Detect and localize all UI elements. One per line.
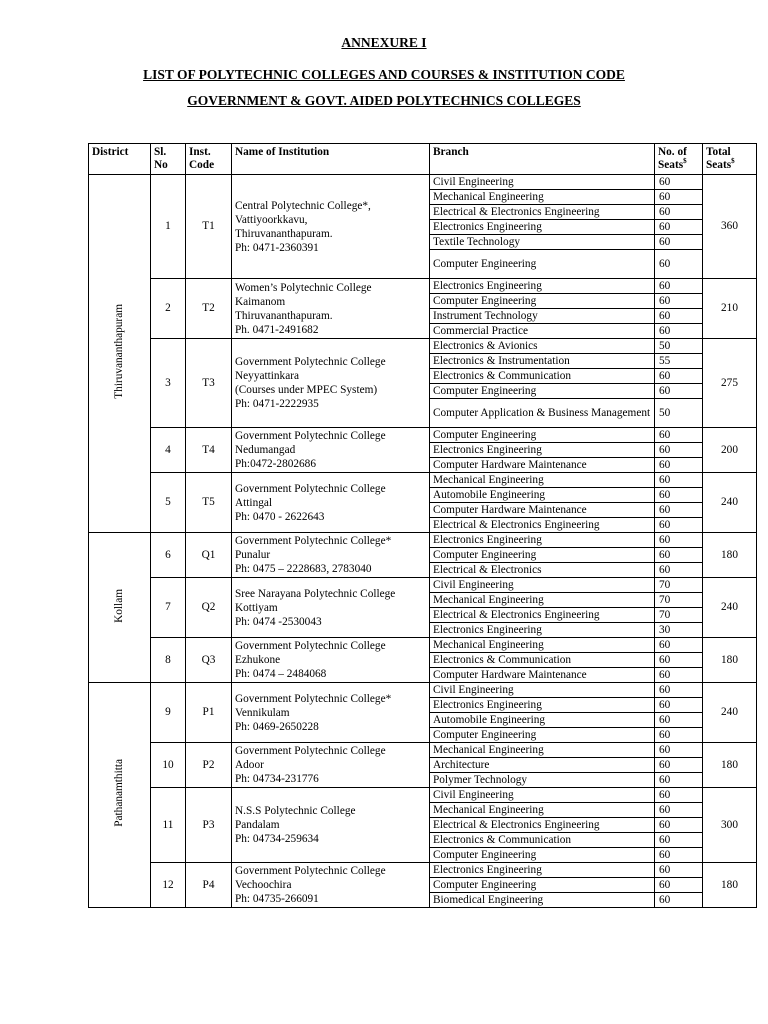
seats-cell: 60: [655, 638, 703, 653]
total-seats-cell: 360: [703, 175, 757, 279]
seats-cell: 60: [655, 563, 703, 578]
institution-name-line: Government Polytechnic College: [235, 482, 386, 495]
institution-name-cell: [232, 788, 430, 863]
seats-cell: 60: [655, 428, 703, 443]
branch-cell: Computer Engineering: [430, 728, 655, 743]
institution-name-line: Attingal: [235, 496, 273, 509]
district-name: Kollam: [113, 588, 125, 623]
institution-name-line: Sree Narayana Polytechnic College: [235, 587, 396, 600]
institution-name-line: Ph. 0471-2491682: [235, 323, 319, 336]
seats-cell: 60: [655, 728, 703, 743]
institution-name-line: Government Polytechnic College: [235, 745, 386, 757]
table-row: [89, 533, 757, 548]
total-seats-cell: 240: [703, 578, 757, 638]
institution-name-line: (Courses under MPEC System): [235, 384, 378, 396]
sl-no-cell: 1: [151, 175, 186, 279]
inst-code-cell: P2: [186, 743, 232, 788]
seats-cell: 60: [655, 384, 703, 399]
branch-cell: Mechanical Engineering: [430, 638, 655, 653]
branch-cell: Architecture: [430, 758, 655, 773]
branch-cell: Electronics & Communication: [430, 369, 655, 384]
institution-name-cell: [232, 175, 430, 279]
branch-cell: Electronics Engineering: [430, 443, 655, 458]
branch-cell: Civil Engineering: [430, 683, 655, 698]
branch-cell: Electronics Engineering: [430, 220, 655, 235]
institution-name-line: Ph:0472-2802686: [235, 458, 316, 470]
sl-no-cell: 4: [151, 428, 186, 473]
institution-name-cell: [232, 578, 430, 638]
branch-cell: Textile Technology: [430, 235, 655, 250]
branch-cell: Automobile Engineering: [430, 713, 655, 728]
institution-name-cell: [232, 638, 430, 683]
seats-cell: 60: [655, 833, 703, 848]
seats-cell: 60: [655, 294, 703, 309]
institution-name-line: Thiruvananthapuram.: [235, 309, 333, 322]
institution-name-line: Neyyattinkara: [235, 370, 299, 382]
sl-no-cell: 12: [151, 863, 186, 908]
inst-code-cell: T4: [186, 428, 232, 473]
institution-name-line: Government Polytechnic College: [235, 356, 386, 368]
table-row: [89, 279, 757, 294]
total-seats-cell: 180: [703, 638, 757, 683]
seats-cell: 50: [655, 399, 703, 428]
header-sl-no: Sl. No: [151, 144, 186, 175]
institution-name-line: Ph: 0469-2650228: [235, 720, 319, 733]
branch-cell: Instrument Technology: [430, 309, 655, 324]
header-seats: [655, 144, 703, 175]
seats-cell: 60: [655, 653, 703, 668]
branch-cell: Mechanical Engineering: [430, 593, 655, 608]
district-cell: [89, 175, 151, 533]
header-total-sup: $: [731, 157, 735, 166]
branch-cell: Mechanical Engineering: [430, 473, 655, 488]
institution-name-line: Punalur: [235, 549, 271, 561]
institution-name-line: Ph: 0470 - 2622643: [235, 510, 325, 523]
branch-cell: Electronics Engineering: [430, 863, 655, 878]
branch-cell: Electrical & Electronics Engineering: [430, 608, 655, 623]
seats-cell: 60: [655, 683, 703, 698]
inst-code-cell: T2: [186, 279, 232, 339]
branch-cell: Computer Engineering: [430, 384, 655, 399]
institution-name-line: Ph: 0471-2360391: [235, 241, 319, 254]
branch-cell: Polymer Technology: [430, 773, 655, 788]
institution-name-cell: [232, 683, 430, 743]
institution-name-line: Kaimanom: [235, 295, 286, 308]
branch-cell: Mechanical Engineering: [430, 743, 655, 758]
sl-no-cell: 2: [151, 279, 186, 339]
branch-cell: Computer Engineering: [430, 848, 655, 863]
table-row: [89, 788, 757, 803]
seats-cell: 30: [655, 623, 703, 638]
branch-cell: Electronics & Communication: [430, 653, 655, 668]
institution-name-line: Nedumangad: [235, 444, 296, 456]
institution-name-line: Vechoochira: [235, 879, 292, 891]
branch-cell: Computer Engineering: [430, 250, 655, 279]
institution-name-line: N.S.S Polytechnic College: [235, 805, 356, 817]
total-seats-cell: 240: [703, 473, 757, 533]
annexure-title: ANNEXURE I: [341, 35, 427, 50]
table-row: [89, 428, 757, 443]
branch-cell: Computer Engineering: [430, 878, 655, 893]
sl-no-cell: 10: [151, 743, 186, 788]
branch-cell: Computer Application & Business Management: [430, 399, 655, 428]
seats-cell: 60: [655, 443, 703, 458]
seats-cell: 60: [655, 458, 703, 473]
seats-cell: 60: [655, 235, 703, 250]
total-seats-cell: 240: [703, 683, 757, 743]
institution-name-cell: [232, 473, 430, 533]
seats-cell: 60: [655, 773, 703, 788]
total-seats-cell: 180: [703, 743, 757, 788]
branch-cell: Electronics Engineering: [430, 623, 655, 638]
institution-name-line: Women’s Polytechnic College: [235, 281, 372, 294]
seats-cell: 60: [655, 863, 703, 878]
table-row: [89, 863, 757, 878]
table-row: [89, 339, 757, 354]
branch-cell: Electrical & Electronics Engineering: [430, 518, 655, 533]
institution-name-line: Government Polytechnic College: [235, 430, 386, 442]
seats-cell: 60: [655, 848, 703, 863]
table-body: [89, 175, 757, 908]
seats-cell: 60: [655, 743, 703, 758]
institution-name-line: Ph: 0474 – 2484068: [235, 668, 327, 680]
seats-cell: 50: [655, 339, 703, 354]
inst-code-cell: T1: [186, 175, 232, 279]
branch-cell: Electronics & Avionics: [430, 339, 655, 354]
table-row: [89, 683, 757, 698]
header-inst-code: Inst. Code: [186, 144, 232, 175]
seats-cell: 60: [655, 698, 703, 713]
branch-cell: Mechanical Engineering: [430, 803, 655, 818]
institution-name-cell: [232, 533, 430, 578]
inst-code-cell: Q3: [186, 638, 232, 683]
district-cell: [89, 683, 151, 908]
institution-name-line: Ph: 0471-2222935: [235, 398, 319, 410]
institution-name-line: Kottiyam: [235, 601, 278, 614]
institution-name-line: Pandalam: [235, 819, 280, 831]
branch-cell: Automobile Engineering: [430, 488, 655, 503]
district-cell: [89, 533, 151, 683]
branch-cell: Electrical & Electronics Engineering: [430, 205, 655, 220]
institution-name-line: Government Polytechnic College: [235, 865, 386, 877]
header-name: Name of Institution: [232, 144, 430, 175]
institution-name-line: Ph: 0475 – 2228683, 2783040: [235, 563, 372, 575]
header-total-label: Total Seats: [706, 146, 732, 171]
seats-cell: 60: [655, 279, 703, 294]
inst-code-cell: P3: [186, 788, 232, 863]
institution-name-line: Government Polytechnic College: [235, 640, 386, 652]
table-row: [89, 743, 757, 758]
branch-cell: Mechanical Engineering: [430, 190, 655, 205]
seats-cell: 60: [655, 713, 703, 728]
seats-cell: 60: [655, 488, 703, 503]
sl-no-cell: 8: [151, 638, 186, 683]
total-seats-cell: 300: [703, 788, 757, 863]
header-seats-sup: $: [683, 157, 687, 166]
branch-cell: Computer Engineering: [430, 428, 655, 443]
institution-name-line: Vattiyoorkkavu,: [235, 213, 308, 226]
seats-cell: 60: [655, 503, 703, 518]
table-row: [89, 175, 757, 190]
branch-cell: Electronics Engineering: [430, 698, 655, 713]
seats-cell: 60: [655, 369, 703, 384]
table-row: [89, 578, 757, 593]
header-row: [89, 144, 757, 175]
inst-code-cell: P4: [186, 863, 232, 908]
institution-name-line: Government Polytechnic College*: [235, 535, 392, 547]
polytechnic-table: [88, 143, 757, 908]
seats-cell: 60: [655, 818, 703, 833]
seats-cell: 60: [655, 190, 703, 205]
header-seats-label: No. of Seats: [658, 146, 687, 171]
institution-name-line: Ph: 04734-231776: [235, 773, 319, 785]
branch-cell: Civil Engineering: [430, 175, 655, 190]
branch-cell: Civil Engineering: [430, 788, 655, 803]
institution-name-line: Ph: 04735-266091: [235, 893, 319, 905]
sl-no-cell: 6: [151, 533, 186, 578]
seats-cell: 70: [655, 578, 703, 593]
seats-cell: 60: [655, 878, 703, 893]
total-seats-cell: 200: [703, 428, 757, 473]
inst-code-cell: T3: [186, 339, 232, 428]
seats-cell: 60: [655, 758, 703, 773]
seats-cell: 60: [655, 324, 703, 339]
institution-name-cell: [232, 279, 430, 339]
branch-cell: Electronics & Instrumentation: [430, 354, 655, 369]
seats-cell: 60: [655, 518, 703, 533]
branch-cell: Commercial Practice: [430, 324, 655, 339]
branch-cell: Computer Engineering: [430, 294, 655, 309]
inst-code-cell: T5: [186, 473, 232, 533]
seats-cell: 60: [655, 548, 703, 563]
seats-cell: 60: [655, 205, 703, 220]
header-branch: Branch: [430, 144, 655, 175]
seats-cell: 70: [655, 593, 703, 608]
branch-cell: Computer Hardware Maintenance: [430, 503, 655, 518]
district-name: Thiruvananthapuram: [113, 304, 125, 399]
branch-cell: Computer Hardware Maintenance: [430, 668, 655, 683]
table-row: [89, 473, 757, 488]
seats-cell: 60: [655, 533, 703, 548]
seats-cell: 60: [655, 473, 703, 488]
institution-name-line: Central Polytechnic College*,: [235, 199, 371, 212]
sl-no-cell: 7: [151, 578, 186, 638]
institution-name-cell: [232, 863, 430, 908]
seats-cell: 60: [655, 309, 703, 324]
branch-cell: Biomedical Engineering: [430, 893, 655, 908]
branch-cell: Civil Engineering: [430, 578, 655, 593]
inst-code-cell: Q2: [186, 578, 232, 638]
branch-cell: Computer Hardware Maintenance: [430, 458, 655, 473]
institution-name-line: Government Polytechnic College*: [235, 692, 392, 705]
total-seats-cell: 180: [703, 533, 757, 578]
branch-cell: Electronics Engineering: [430, 279, 655, 294]
government-title: GOVERNMENT & GOVT. AIDED POLYTECHNICS COLLEGES: [187, 93, 581, 108]
branch-cell: Electrical & Electronics: [430, 563, 655, 578]
institution-name-line: Vennikulam: [235, 706, 290, 719]
total-seats-cell: 210: [703, 279, 757, 339]
seats-cell: 60: [655, 250, 703, 279]
branch-cell: Computer Engineering: [430, 548, 655, 563]
seats-cell: 60: [655, 788, 703, 803]
institution-name-cell: [232, 428, 430, 473]
institution-name-line: Ezhukone: [235, 654, 281, 666]
branch-cell: Electronics Engineering: [430, 533, 655, 548]
header-district: District: [89, 144, 151, 175]
seats-cell: 60: [655, 803, 703, 818]
list-title: LIST OF POLYTECHNIC COLLEGES AND COURSES & INSTITUTION CODE: [143, 67, 625, 82]
branch-cell: Electronics & Communication: [430, 833, 655, 848]
branch-cell: Electrical & Electronics Engineering: [430, 818, 655, 833]
institution-name-cell: [232, 339, 430, 428]
seats-cell: 60: [655, 668, 703, 683]
sl-no-cell: 5: [151, 473, 186, 533]
seats-cell: 60: [655, 893, 703, 908]
seats-cell: 60: [655, 175, 703, 190]
inst-code-cell: Q1: [186, 533, 232, 578]
inst-code-cell: P1: [186, 683, 232, 743]
sl-no-cell: 11: [151, 788, 186, 863]
sl-no-cell: 9: [151, 683, 186, 743]
seats-cell: 55: [655, 354, 703, 369]
table-row: [89, 638, 757, 653]
total-seats-cell: 180: [703, 863, 757, 908]
institution-name-line: Ph: 0474 -2530043: [235, 615, 322, 628]
district-name: Pathanamthitta: [113, 759, 125, 827]
institution-name-line: Thiruvananthapuram.: [235, 227, 333, 240]
seats-cell: 70: [655, 608, 703, 623]
institution-name-line: Ph: 04734-259634: [235, 833, 319, 845]
total-seats-cell: 275: [703, 339, 757, 428]
header-total: [703, 144, 757, 175]
sl-no-cell: 3: [151, 339, 186, 428]
institution-name-line: Adoor: [235, 759, 264, 771]
seats-cell: 60: [655, 220, 703, 235]
institution-name-cell: [232, 743, 430, 788]
